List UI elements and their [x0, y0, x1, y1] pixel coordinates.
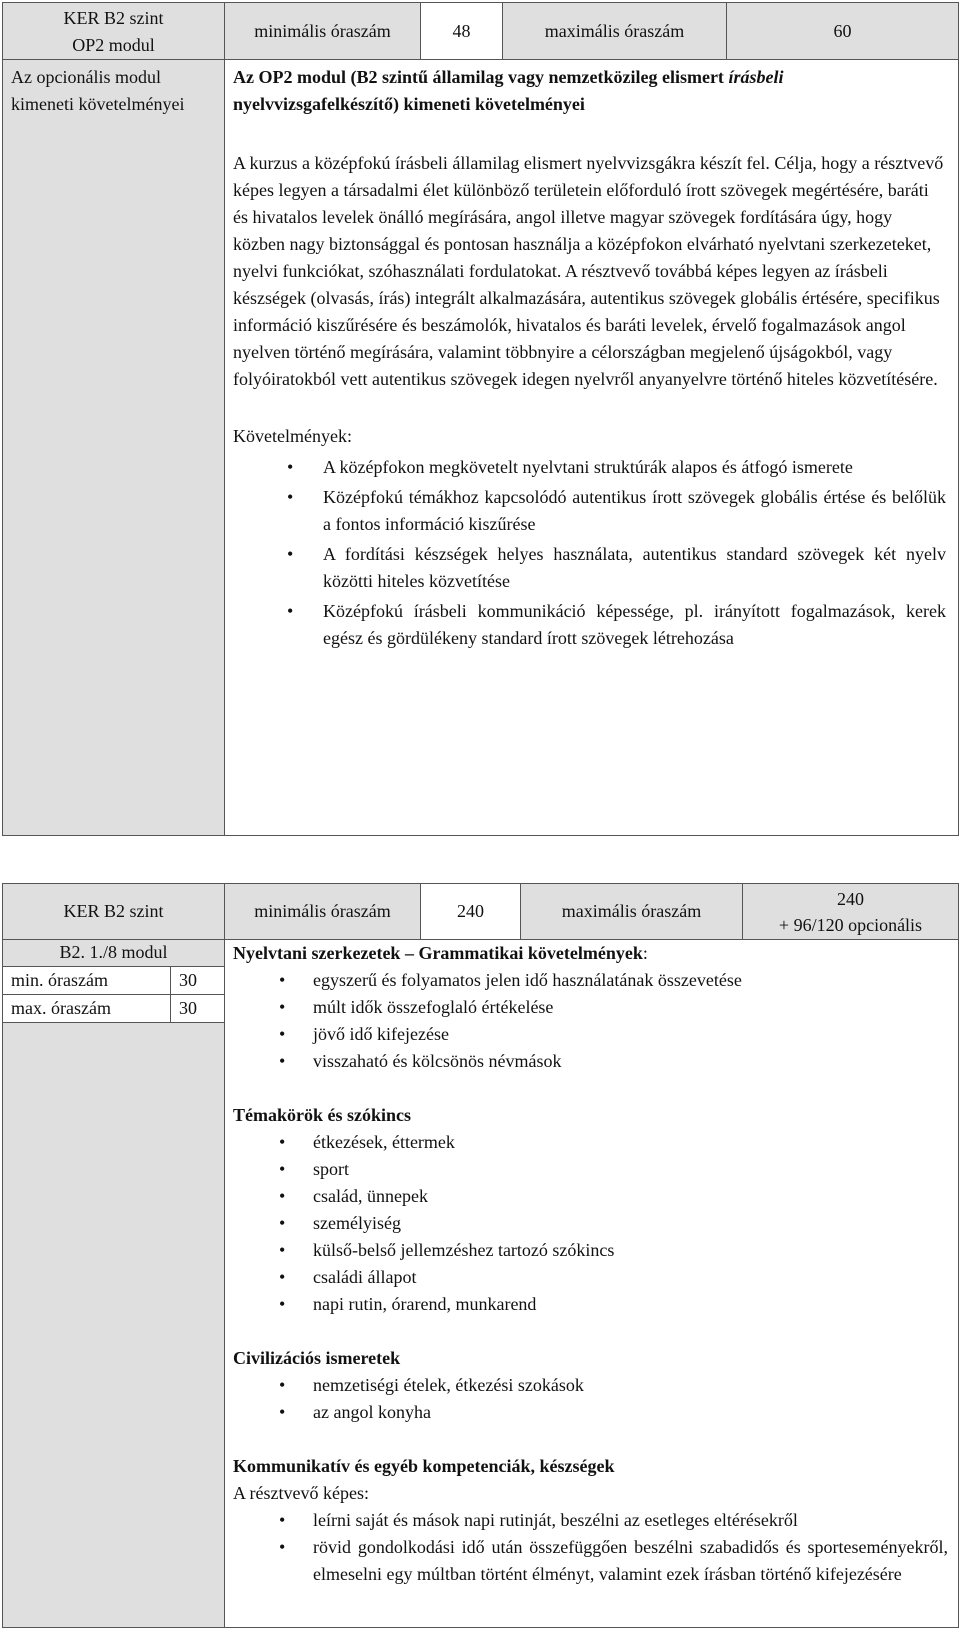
op2-module-table — [2, 2, 959, 836]
max-hours-value: 240 + 96/120 opcionális — [743, 884, 959, 940]
max-hours-row-value: 30 — [171, 995, 225, 1023]
outcomes-heading: Az OP2 modul (B2 szintű államilag vagy nemzetközileg elismert írásbeli nyelvvizsgafelkészítő) kimeneti követelményei — [233, 67, 784, 114]
requirements-list — [233, 454, 948, 652]
outcomes-label: Az opcionális modul kimeneti követelményei — [3, 60, 225, 836]
min-hours-row-value: 30 — [171, 967, 225, 995]
min-hours-row-label: min. óraszám — [3, 967, 171, 995]
module-label: OP2 modul — [72, 35, 155, 55]
competencies-heading: Kommunikatív és egyéb kompetenciák, készségek — [233, 1456, 615, 1476]
module-code: B2. 1./8 modul — [3, 939, 225, 967]
b2-module-table — [2, 883, 959, 1628]
outcomes-body — [225, 60, 959, 836]
requirement-item: • Középfokú írásbeli kommunikáció képessége, pl. irányított fogalmazások, kerek egész és gördülékeny standard írott szövegek létrehozása — [233, 598, 946, 652]
grammar-heading: Nyelvtani szerkezetek – Grammatikai követelmények: — [233, 943, 648, 963]
grammar-item: • jövő idő kifejezése — [233, 1021, 948, 1048]
competency-item: • rövid gondolkodási idő után összefüggően beszélni szabadidős és sporteseményekről, elmeselni egy múltban történt élményt, valamint ezek írásban történő kifejezésére — [233, 1534, 948, 1588]
civilization-heading: Civilizációs ismeretek — [233, 1348, 401, 1368]
min-hours-label: minimális óraszám — [225, 3, 421, 60]
topic-item: • sport — [233, 1156, 948, 1183]
requirement-item: • A középfokon megkövetelt nyelvtani struktúrák alapos és átfogó ismerete — [233, 454, 946, 481]
level-label: KER B2 szint — [63, 8, 164, 28]
course-description: A kurzus a középfokú írásbeli államilag elismert nyelvvizsgákra készít fel. Célja, hogy a résztvevő képes legyen a társadalmi élet különböző területein előforduló írott szövegek megértésére, baráti és hivatalos levelek önálló megírására, angol illetve magyar szövegek fordítására úgy, hogy közben nagy biztonsággal és pontosan használja a középfokon elvárható nyelvtani szerkezeteket, nyelvi funkciókat, szóhasználati fordulatokat. A résztvevő továbbá képes legyen az írásbeli készségek (olvasás, írás) integrált alkalmazására, autentikus szövegek globális értésére, specifikus információ kiszűrésére és beszámolók, hivatalos és baráti levelek, érvelő fogalmazások angol nyelven történő megírására, valamint többnyire a célországban megjelenő újságokból, vagy folyóiratokból vett autentikus szövegek idegen nyelvről anyanyelvre történő hiteles közvetítésére. — [233, 153, 944, 389]
level-cell — [3, 3, 225, 60]
heading-italic: írásbeli — [728, 67, 784, 87]
max-hours-label: maximális óraszám — [503, 3, 727, 60]
competency-item: • leírni saját és mások napi rutinját, beszélni az esetleges eltérésekről — [233, 1507, 948, 1534]
competencies-intro: A résztvevő képes: — [233, 1483, 369, 1503]
grammar-list — [233, 967, 948, 1075]
topic-item: • külső-belső jellemzéshez tartozó szókincs — [233, 1237, 948, 1264]
topic-item: • család, ünnepek — [233, 1183, 948, 1210]
module-hours-table — [2, 939, 225, 1023]
min-hours-value: 48 — [421, 3, 503, 60]
topics-heading: Témakörök és szókincs — [233, 1105, 412, 1125]
competencies-list — [233, 1507, 948, 1588]
topic-item: • napi rutin, órarend, munkarend — [233, 1291, 948, 1318]
topic-item: • családi állapot — [233, 1264, 948, 1291]
module-sidebar — [3, 940, 225, 1628]
max-hours-row-label: max. óraszám — [3, 995, 171, 1023]
requirement-item: • A fordítási készségek helyes használata, autentikus standard szövegek két nyelv közötti hiteles közvetítése — [233, 541, 946, 595]
topics-list — [233, 1129, 948, 1318]
grammar-item: • múlt idők összefoglaló értékelése — [233, 994, 948, 1021]
requirements-title: Követelmények: — [233, 426, 352, 446]
grammar-item: • visszaható és kölcsönös névmások — [233, 1048, 948, 1075]
civilization-item: • nemzetiségi ételek, étkezési szokások — [233, 1372, 948, 1399]
level-label: KER B2 szint — [3, 884, 225, 940]
topic-item: • személyiség — [233, 1210, 948, 1237]
max-hours-label: maximális óraszám — [521, 884, 743, 940]
module-content — [225, 940, 959, 1628]
grammar-item: • egyszerű és folyamatos jelen idő használatának összevetése — [233, 967, 948, 994]
min-hours-value: 240 — [421, 884, 521, 940]
topic-item: • étkezések, éttermek — [233, 1129, 948, 1156]
civilization-list — [233, 1372, 948, 1426]
civilization-item: • az angol konyha — [233, 1399, 948, 1426]
min-hours-label: minimális óraszám — [225, 884, 421, 940]
max-hours-value: 60 — [727, 3, 959, 60]
requirement-item: • Középfokú témákhoz kapcsolódó autentikus írott szövegek globális értése és belőlük a fontos információ kiszűrése — [233, 484, 946, 538]
